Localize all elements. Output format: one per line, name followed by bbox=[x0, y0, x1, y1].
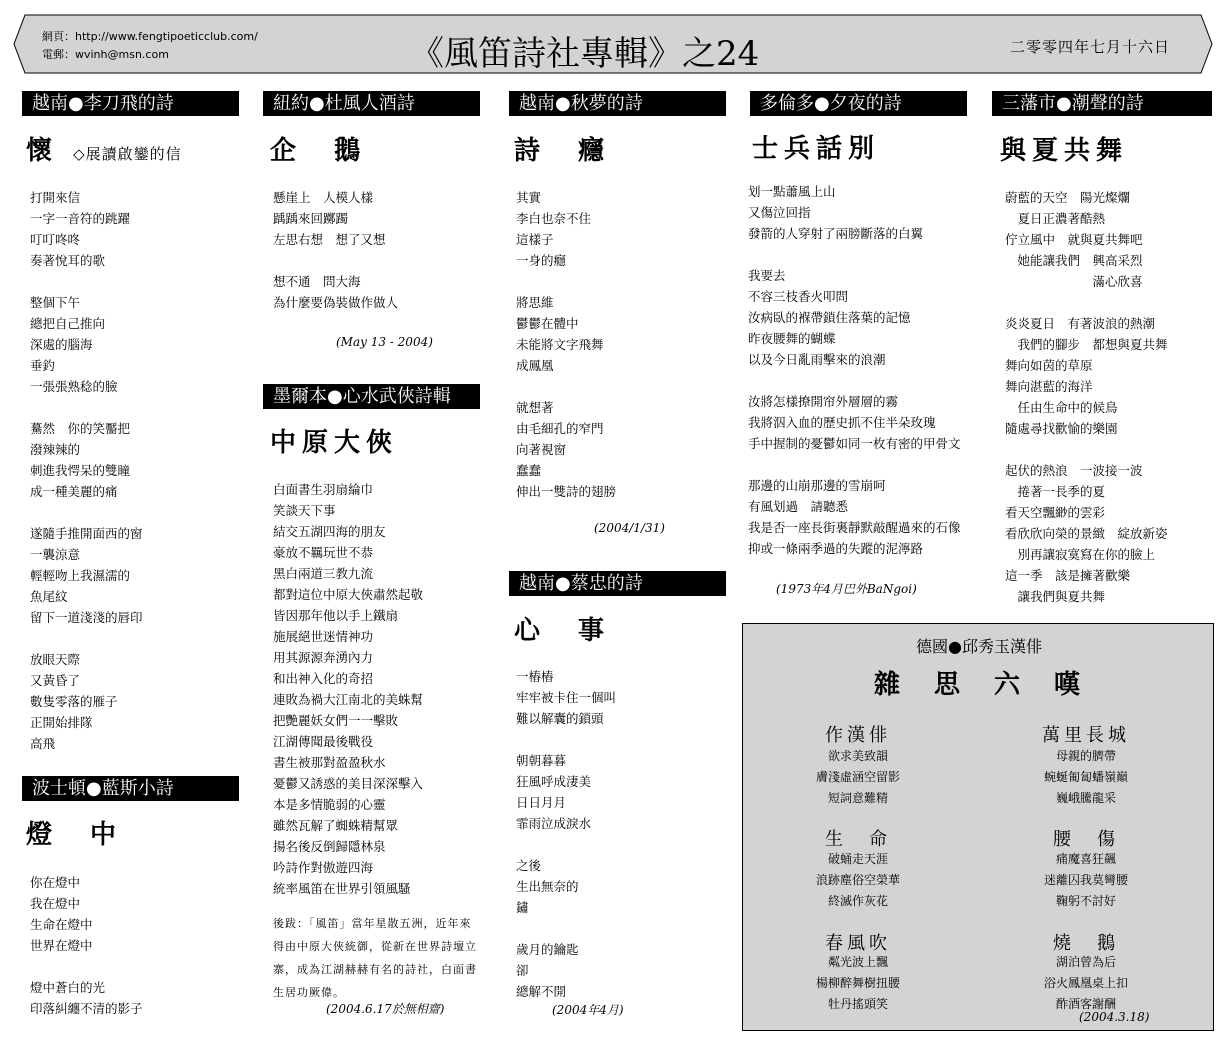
poem-body-yuxia bbox=[1005, 187, 1168, 607]
poem-line: 看天空飄緲的雲彩 bbox=[1005, 505, 1106, 520]
poem-line: 向著視窗 bbox=[516, 442, 567, 457]
poem-line: 不容三枝香火叩問 bbox=[748, 289, 849, 304]
poem-line: 狂風呼成淒美 bbox=[516, 774, 592, 789]
poem-line: 遂隨手推開面西的窗 bbox=[30, 526, 143, 541]
poem-line: 想不通 問大海 bbox=[273, 274, 361, 289]
haiku-body-3 bbox=[758, 849, 958, 912]
poem-line: 李白也奈不住 bbox=[516, 211, 592, 226]
poem-line: 正開始排隊 bbox=[30, 715, 93, 730]
poem-line: 踽踽來回躑躅 bbox=[273, 211, 349, 226]
poem-line: 蠢蠢 bbox=[516, 463, 542, 478]
poem-title-yuxia: 與夏共舞 bbox=[1000, 136, 1129, 166]
poem-line: 迷離囚我莫彎腰 bbox=[1043, 873, 1128, 887]
poem-line bbox=[516, 376, 616, 397]
poem-line: 憂鬱又誘惑的美目深深擊入 bbox=[273, 776, 424, 791]
poem-line: 她能讓我們 興高采烈 bbox=[1005, 253, 1143, 268]
poem-line: 雖然瓦解了蜘蛛精幫眾 bbox=[273, 818, 399, 833]
poem-line: 一身的癮 bbox=[516, 253, 567, 268]
poem-title-text: 懷 bbox=[26, 136, 59, 166]
poem-line: 懸崖上 人模人樣 bbox=[273, 190, 374, 205]
poem-line: 高飛 bbox=[30, 736, 56, 751]
poem-line bbox=[30, 502, 143, 523]
haiku-title-5: 春風吹 bbox=[825, 933, 891, 954]
poem-subtitle: ◇展讀啟鑾的信 bbox=[73, 145, 182, 163]
poem-line: 成一種美麗的痛 bbox=[30, 484, 118, 499]
poem-line: 這一季 該是擁著歡樂 bbox=[1005, 568, 1131, 583]
poem-line: 佇立風中 就與夏共舞吧 bbox=[1005, 232, 1143, 247]
poem-line: 揚名後反倒歸隱林泉 bbox=[273, 839, 386, 854]
poem-line: 滿心欣喜 bbox=[1005, 274, 1143, 289]
poem-line: 留下一道淺淺的唇印 bbox=[30, 610, 143, 625]
section-bar-lansi: 波士頓●藍斯小詩 bbox=[22, 776, 239, 801]
poem-line: 起伏的熱浪 一波接一波 bbox=[1005, 463, 1143, 478]
poem-line: 書生被那對盈盈秋水 bbox=[273, 755, 386, 770]
poem-date-qie: (May 13 - 2004) bbox=[336, 335, 433, 349]
section-bar-xinshui: 墨爾本●心水武俠詩輯 bbox=[263, 384, 480, 409]
poem-line: 輕輕吻上我濕濡的 bbox=[30, 568, 131, 583]
poem-line bbox=[516, 729, 616, 750]
poem-line: 數隻零落的雁子 bbox=[30, 694, 118, 709]
poem-line: 日日月月 bbox=[516, 795, 567, 810]
haiku-panel bbox=[742, 623, 1214, 1031]
poem-line: 魚尾紋 bbox=[30, 589, 68, 604]
section-bar-xiye: 多倫多●夕夜的詩 bbox=[750, 91, 967, 116]
poem-line: 刺進我愕呆的雙瞳 bbox=[30, 463, 131, 478]
poem-line: 又傷泣回指 bbox=[748, 205, 811, 220]
poem-line: 連敗為禍大江南北的美蛛幫 bbox=[273, 692, 424, 707]
poem-line: 燈中蒼白的光 bbox=[30, 980, 106, 995]
haiku-title-3: 生 命 bbox=[825, 829, 891, 850]
poem-line bbox=[1005, 439, 1168, 460]
page-title: 《風笛詩社專輯》之24 bbox=[410, 34, 760, 74]
poem-line: 結交五湖四海的朋友 bbox=[273, 524, 386, 539]
poem-line: 炎炎夏日 有著波浪的熱潮 bbox=[1005, 316, 1156, 331]
poem-line: 驀然 你的笑靨把 bbox=[30, 421, 131, 436]
poem-date-zhongyuan: (2004.6.17於無相齋) bbox=[326, 1002, 445, 1016]
poem-line: 我們的腳步 都想與夏共舞 bbox=[1005, 337, 1168, 352]
poem-line: 總把自己推向 bbox=[30, 316, 106, 331]
poem-line: 讓我們與夏共舞 bbox=[1005, 589, 1106, 604]
poem-line bbox=[516, 918, 616, 939]
poem-line: 以及今日亂雨擊來的浪潮 bbox=[748, 352, 886, 367]
poem-line: 都對這位中原大俠肅然起敬 bbox=[273, 587, 424, 602]
poem-line: 短詞意難精 bbox=[827, 791, 888, 805]
poem-line: 統率風笛在世界引領風騷 bbox=[273, 881, 411, 896]
poem-line: 整個下午 bbox=[30, 295, 81, 310]
poem-title-shiyin: 詩 癮 bbox=[514, 136, 611, 166]
poem-body-xinshi bbox=[516, 666, 616, 1002]
poem-line: 叮叮咚咚 bbox=[30, 232, 81, 247]
poem-line bbox=[748, 370, 961, 391]
poem-line: 印落糾纏不清的影子 bbox=[30, 1001, 143, 1016]
poem-line: 難以解囊的鎖頭 bbox=[516, 711, 604, 726]
poem-line: 舞向湛藍的海洋 bbox=[1005, 379, 1093, 394]
poem-date-shibing: (1973年4月巴外BaNgoi) bbox=[776, 582, 917, 596]
poem-line: 白面書生羽扇綸巾 bbox=[273, 482, 374, 497]
poem-line: 鞠躬不討好 bbox=[1055, 894, 1116, 908]
poem-line: 為什麼要偽裝做作做人 bbox=[273, 295, 399, 310]
poem-line: 終滅作灰花 bbox=[827, 894, 888, 908]
poem-line bbox=[1005, 292, 1168, 313]
poem-line: 將思維 bbox=[516, 295, 554, 310]
poem-line: 霏雨泣成淚水 bbox=[516, 816, 592, 831]
poem-line: 膚淺虛涵空留影 bbox=[815, 770, 900, 784]
poem-title-dengzhong: 燈 中 bbox=[26, 820, 123, 850]
poem-line: 垂釣 bbox=[30, 358, 56, 373]
poem-line: 我將泅入血的歷史抓不住半朵玫瑰 bbox=[748, 415, 936, 430]
poem-line: 笑談天下事 bbox=[273, 503, 336, 518]
poem-line: 牡丹搖頭笑 bbox=[827, 997, 888, 1011]
poem-line: 生出無奈的 bbox=[516, 879, 579, 894]
poem-date-xinshi: (2004年4月) bbox=[552, 1003, 624, 1017]
poem-line: 划一點蕭風上山 bbox=[748, 184, 836, 199]
poem-line: 有風划過 請聽悉 bbox=[748, 499, 849, 514]
poem-line: 和出神入化的奇招 bbox=[273, 671, 374, 686]
poem-line: 皆因那年他以手上鐵扇 bbox=[273, 608, 399, 623]
poem-line: 抑或一條兩季過的失蹤的泥濘路 bbox=[748, 541, 924, 556]
poem-line bbox=[30, 628, 143, 649]
poem-line: 就想著 bbox=[516, 400, 554, 415]
poem-line bbox=[748, 454, 961, 475]
poem-line: 捲著一長季的夏 bbox=[1005, 484, 1106, 499]
poem-line: 舞向如茵的草原 bbox=[1005, 358, 1093, 373]
poem-line: 歲月的鑰匙 bbox=[516, 942, 579, 957]
poem-line: 浴火鳳凰桌上扣 bbox=[1043, 976, 1128, 990]
poem-line: 汝將怎樣撩開帘外層層的霧 bbox=[748, 394, 899, 409]
poem-line: 牢牢被卡住一個叫 bbox=[516, 690, 617, 705]
poem-line: 酢酒客謝酬 bbox=[1055, 997, 1116, 1011]
poem-line: 又黃昏了 bbox=[30, 673, 81, 688]
poem-line: 吟詩作對傲遊四海 bbox=[273, 860, 374, 875]
poem-line: 任由生命中的候鳥 bbox=[1005, 400, 1118, 415]
haiku-body-1 bbox=[758, 746, 958, 809]
website-text: 網頁：http://www.fengtipoeticclub.com/ bbox=[42, 30, 258, 43]
haiku-body-6 bbox=[986, 952, 1186, 1015]
poem-body-zhongyuan-daxia bbox=[273, 479, 423, 899]
poem-line: 其實 bbox=[516, 190, 542, 205]
poem-title-zhongyuan-daxia: 中原大俠 bbox=[270, 428, 399, 458]
poem-line: 江湖傳聞最後戰役 bbox=[273, 734, 374, 749]
poem-line: 我是否一座長街裏靜默敲醒過來的石像 bbox=[748, 520, 961, 535]
poem-line: 你在燈中 bbox=[30, 875, 81, 890]
poem-line bbox=[30, 956, 143, 977]
haiku-date: (2004.3.18) bbox=[1079, 1010, 1150, 1024]
poem-line: 豪放不羈玩世不恭 bbox=[273, 545, 374, 560]
poem-line: 蜿蜒匍匐蟠嶺巔 bbox=[1043, 770, 1128, 784]
poem-line: 別再讓寂寞寫在你的臉上 bbox=[1005, 547, 1156, 562]
haiku-title: 雜 思 六 嘆 bbox=[873, 670, 1084, 700]
poem-line: 用其源源奔湧內力 bbox=[273, 650, 374, 665]
poem-body-shiyin bbox=[516, 187, 616, 502]
poem-line bbox=[273, 250, 398, 271]
poem-line: 施展絕世迷情神功 bbox=[273, 629, 374, 644]
section-bar-qiumeng: 越南●秋夢的詩 bbox=[509, 91, 726, 116]
poem-line: 手中握制的憂鬱如同一枚有密的甲骨文 bbox=[748, 436, 961, 451]
poem-line: 打開來信 bbox=[30, 190, 81, 205]
poem-title-xinshi: 心 事 bbox=[514, 616, 611, 646]
poem-line: 世界在燈中 bbox=[30, 938, 93, 953]
poem-line: 鏽 bbox=[516, 900, 529, 915]
haiku-title-2: 萬里長城 bbox=[1042, 725, 1130, 746]
poem-body-huai bbox=[30, 187, 143, 754]
poem-line: 楊柳醉舞樹扭腰 bbox=[815, 976, 900, 990]
poem-line bbox=[516, 834, 616, 855]
poem-line bbox=[516, 271, 616, 292]
poem-title-shibing: 士兵話別 bbox=[752, 134, 881, 164]
haiku-title-1: 作漢俳 bbox=[825, 725, 891, 746]
poem-line: 未能將文字飛舞 bbox=[516, 337, 604, 352]
poem-line: 成鳳凰 bbox=[516, 358, 554, 373]
poem-line: 由毛細孔的窄門 bbox=[516, 421, 604, 436]
poem-line: 發箭的人穿射了兩膀斷落的白翼 bbox=[748, 226, 924, 241]
poem-line: 看欣欣向榮的景緻 綻放新姿 bbox=[1005, 526, 1168, 541]
poem-date-shiyin: (2004/1/31) bbox=[594, 521, 665, 535]
poem-line: 鬱鬱在體中 bbox=[516, 316, 579, 331]
poem-line: 潑辣辣的 bbox=[30, 442, 81, 457]
poem-line: 我在燈中 bbox=[30, 896, 81, 911]
poem-line: 一樁樁 bbox=[516, 669, 554, 684]
poem-line: 汝病臥的褓帶鎖住落葉的記憶 bbox=[748, 310, 911, 325]
poem-body-dengzhong bbox=[30, 872, 143, 1019]
poem-line: 湖泊曾為后 bbox=[1055, 955, 1116, 969]
poem-line: 夏日正濃著酷熱 bbox=[1005, 211, 1106, 226]
poem-line: 蔚藍的天空 陽光燦爛 bbox=[1005, 190, 1131, 205]
poem-line: 母親的臍帶 bbox=[1055, 749, 1116, 763]
poem-line: 總解不開 bbox=[516, 984, 567, 999]
poem-line: 本是多情脆弱的心靈 bbox=[273, 797, 386, 812]
poem-line: 把艷麗妖女們一一擊敗 bbox=[273, 713, 399, 728]
header-contact bbox=[42, 28, 258, 64]
poem-line: 一張張熟稔的臉 bbox=[30, 379, 118, 394]
poem-line: 一字一音符的跳躍 bbox=[30, 211, 131, 226]
section-bar-caizhong: 越南●蔡忠的詩 bbox=[509, 571, 726, 596]
issue-date: 二零零四年七月十六日 bbox=[1010, 38, 1171, 56]
poem-line: 放眼天際 bbox=[30, 652, 81, 667]
poem-line bbox=[30, 397, 143, 418]
poem-line: 黑白兩道三教九流 bbox=[273, 566, 374, 581]
haiku-title-6: 燒 鵝 bbox=[1053, 933, 1119, 954]
poem-line: 粼光波上飄 bbox=[827, 955, 888, 969]
poem-line bbox=[30, 271, 143, 292]
haiku-body-2 bbox=[986, 746, 1186, 809]
poem-line: 痛魔喜狂飆 bbox=[1055, 852, 1116, 866]
poem-line: 之後 bbox=[516, 858, 542, 873]
poem-line bbox=[748, 244, 961, 265]
poem-title-qie: 企 鵝 bbox=[270, 136, 367, 166]
haiku-title-4: 腰 傷 bbox=[1053, 829, 1119, 850]
poem-line: 隨處尋找歡愉的樂園 bbox=[1005, 421, 1118, 436]
poem-line: 欲求美致韻 bbox=[827, 749, 888, 763]
section-bar-li-daofei: 越南●李刀飛的詩 bbox=[22, 91, 239, 116]
section-bar-chaosheng: 三藩市●潮聲的詩 bbox=[992, 91, 1212, 116]
poem-line: 浪跡塵俗空榮華 bbox=[815, 873, 900, 887]
poem-line: 我要去 bbox=[748, 268, 786, 283]
section-bar-du-fengren: 紐約●杜風人酒詩 bbox=[263, 91, 480, 116]
poem-line: 破蛹走天涯 bbox=[827, 852, 888, 866]
poem-line: 生命在燈中 bbox=[30, 917, 93, 932]
haiku-body-5 bbox=[758, 952, 958, 1015]
haiku-heading: 德國●邱秀玉漢俳 bbox=[916, 637, 1042, 656]
poem-line: 朝朝暮暮 bbox=[516, 753, 567, 768]
poem-body-shibing bbox=[748, 181, 961, 559]
poem-line: 昨夜腰舞的蝴蝶 bbox=[748, 331, 836, 346]
poem-line: 這樣子 bbox=[516, 232, 554, 247]
poem-line: 深處的腦海 bbox=[30, 337, 93, 352]
email-text: 電郵：wvinh@msn.com bbox=[42, 48, 169, 61]
poem-line: 那邊的山崩那邊的雪崩呵 bbox=[748, 478, 886, 493]
poem-title-huai bbox=[26, 130, 182, 167]
poem-line: 奏著悅耳的歌 bbox=[30, 253, 106, 268]
poem-line: 伸出一雙詩的翅膀 bbox=[516, 484, 617, 499]
poem-postscript: 後跋：「風笛」當年星散五洲，近年來得由中原大俠統御，從新在世界詩壇立寨，成為江湖赫赫有名的詩社，白面書生居功厥偉。 bbox=[273, 917, 477, 999]
poem-line: 左思右想 想了又想 bbox=[273, 232, 386, 247]
poem-line: 卻 bbox=[516, 963, 529, 978]
poem-body-qie bbox=[273, 187, 398, 313]
poem-line: 一襲涼意 bbox=[30, 547, 81, 562]
poem-line: 巍峨騰龍采 bbox=[1055, 791, 1116, 805]
haiku-body-4 bbox=[986, 849, 1186, 912]
